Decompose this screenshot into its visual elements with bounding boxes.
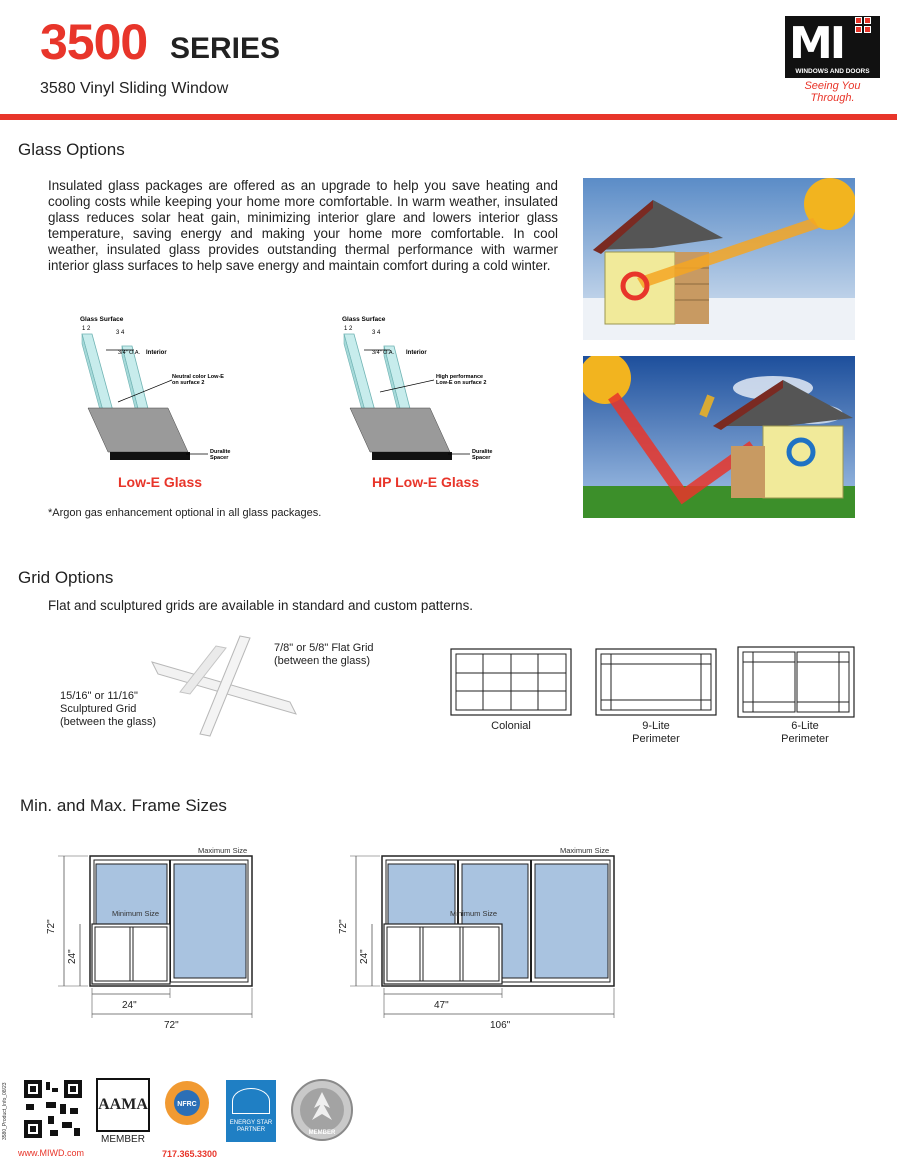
energy-star-logo: [226, 1080, 276, 1142]
interior-label: Interior: [146, 350, 167, 356]
sculptured-grid-label: [60, 690, 156, 729]
coating-label-3: High performance: [436, 374, 484, 380]
usgbc-member-logo: [290, 1078, 354, 1142]
glass-options-heading: Glass Options: [18, 140, 125, 159]
9-lite-caption-2: Perimeter: [632, 733, 680, 745]
two-lite-height-min: 24": [67, 949, 78, 964]
energy-star-text-2: PARTNER: [236, 1127, 266, 1133]
three-lite-width-max: 106": [490, 1020, 511, 1031]
spacer-label-4: Spacer: [472, 455, 491, 461]
low-e-glass-label: Low-E Glass: [118, 474, 203, 490]
aama-member-logo: [96, 1078, 150, 1146]
9-lite-caption-1: 9-Lite: [642, 720, 670, 732]
two-lite-max-label: Maximum Size: [198, 846, 248, 855]
three-lite-frame-diagram: [334, 842, 624, 1034]
flat-grid-label-2: (between the glass): [274, 655, 370, 667]
three-lite-width-min: 47": [434, 1000, 449, 1011]
flat-grid-label-1: 7/8" or 5/8" Flat Grid: [274, 642, 374, 654]
document-code: 3580_Product_Info_08/23: [2, 1082, 8, 1140]
glass-surface-label: Glass Surface: [80, 316, 124, 323]
sculpt-grid-label-3: (between the glass): [60, 716, 156, 728]
spacer-label-1: Duralite: [210, 449, 231, 455]
low-e-glass-diagram: [78, 312, 258, 482]
aama-member-text: MEMBER: [101, 1134, 145, 1145]
two-lite-frame-diagram: [40, 842, 270, 1034]
9-lite-grid-diagram: [595, 648, 717, 716]
usgbc-member-text: MEMBER: [308, 1130, 336, 1136]
grid-intro: Flat and sculptured grids are available in standard and custom patterns.: [48, 598, 474, 613]
three-lite-height-max: 72": [338, 919, 349, 934]
surface-numbers-b: 3 4: [116, 330, 125, 336]
spacing-label: 3/4" O.A.: [118, 350, 141, 356]
logo-tagline: Seeing You Through.: [804, 80, 861, 104]
surface-numbers-a-2: 1 2: [344, 326, 353, 332]
frame-sizes-heading: Min. and Max. Frame Sizes: [20, 796, 227, 815]
6-lite-caption-1: 6-Lite: [791, 720, 819, 732]
spacer-label-2: Spacer: [210, 455, 229, 461]
coating-label-4: Low-E on surface 2: [436, 380, 487, 386]
6-lite-caption: [737, 720, 873, 746]
company-logo: MI WINDOWS AND DOORS Seeing You Through.: [785, 16, 880, 98]
winter-house-illustration: [583, 178, 855, 340]
summer-house-illustration: [583, 356, 855, 518]
header-divider: [0, 114, 897, 120]
coating-label-1: Neutral color Low-E: [172, 374, 224, 380]
argon-note: *Argon gas enhancement optional in all glass packages.: [48, 507, 322, 519]
series-word: SERIES: [170, 32, 281, 65]
surface-numbers-b-2: 3 4: [372, 330, 381, 336]
series-number: 3500: [40, 14, 148, 70]
qr-code-icon: [22, 1078, 84, 1140]
colonial-caption: Colonial: [491, 720, 531, 732]
grid-options-heading: Grid Options: [18, 568, 114, 587]
spacing-label-2: 3/4" O.A.: [372, 350, 395, 356]
glass-paragraph: Insulated glass packages are offered as an upgrade to help you save heating and cooling costs while keeping your home more comfortable. In warm weather, insulated glass reduces solar heat gain, minimizing interior glare and lowers interior glass temperature, saving energy and making your home more comfortable. In cool weather, insulated glass provides outstanding thermal performance with warmer interior glass surfaces to help save energy and maintain comfort during a cold winter.: [48, 178, 558, 273]
9-lite-caption: [595, 720, 717, 746]
spacer-label-3: Duralite: [472, 449, 493, 455]
6-lite-grid-diagram: [737, 646, 855, 718]
nfrc-text: NFRC: [177, 1101, 197, 1108]
colonial-grid-diagram: [450, 648, 572, 716]
flat-grid-label: [274, 642, 374, 668]
energy-star-text-1: ENERGY STAR: [229, 1120, 273, 1126]
nfrc-logo: [162, 1078, 212, 1144]
three-lite-height-min: 24": [359, 949, 370, 964]
three-lite-max-label: Maximum Size: [560, 846, 610, 855]
product-subtitle: 3580 Vinyl Sliding Window: [40, 80, 229, 97]
two-lite-width-min: 24": [122, 1000, 137, 1011]
6-lite-caption-2: Perimeter: [781, 733, 829, 745]
two-lite-min-label: Minimum Size: [112, 909, 160, 918]
sculpt-grid-label-1: 15/16" or 11/16": [60, 690, 138, 702]
website-link[interactable]: www.MIWD.com: [18, 1148, 84, 1158]
logo-text: WINDOWS AND DOORS: [795, 68, 870, 75]
surface-numbers-a: 1 2: [82, 326, 91, 332]
hp-low-e-glass-diagram: [340, 312, 520, 482]
two-lite-width-max: 72": [164, 1020, 179, 1031]
interior-label-2: Interior: [406, 350, 427, 356]
hp-low-e-glass-label: HP Low-E Glass: [372, 474, 480, 490]
two-lite-height-max: 72": [46, 919, 57, 934]
three-lite-min-label: Minimum Size: [450, 909, 498, 918]
phone-number: 717.365.3300: [162, 1149, 218, 1159]
coating-label-2: on surface 2: [172, 380, 205, 386]
sculpt-grid-label-2: Sculptured Grid: [60, 703, 137, 715]
glass-surface-label-2: Glass Surface: [342, 316, 386, 323]
aama-logo-text: AAMA: [96, 1078, 150, 1132]
